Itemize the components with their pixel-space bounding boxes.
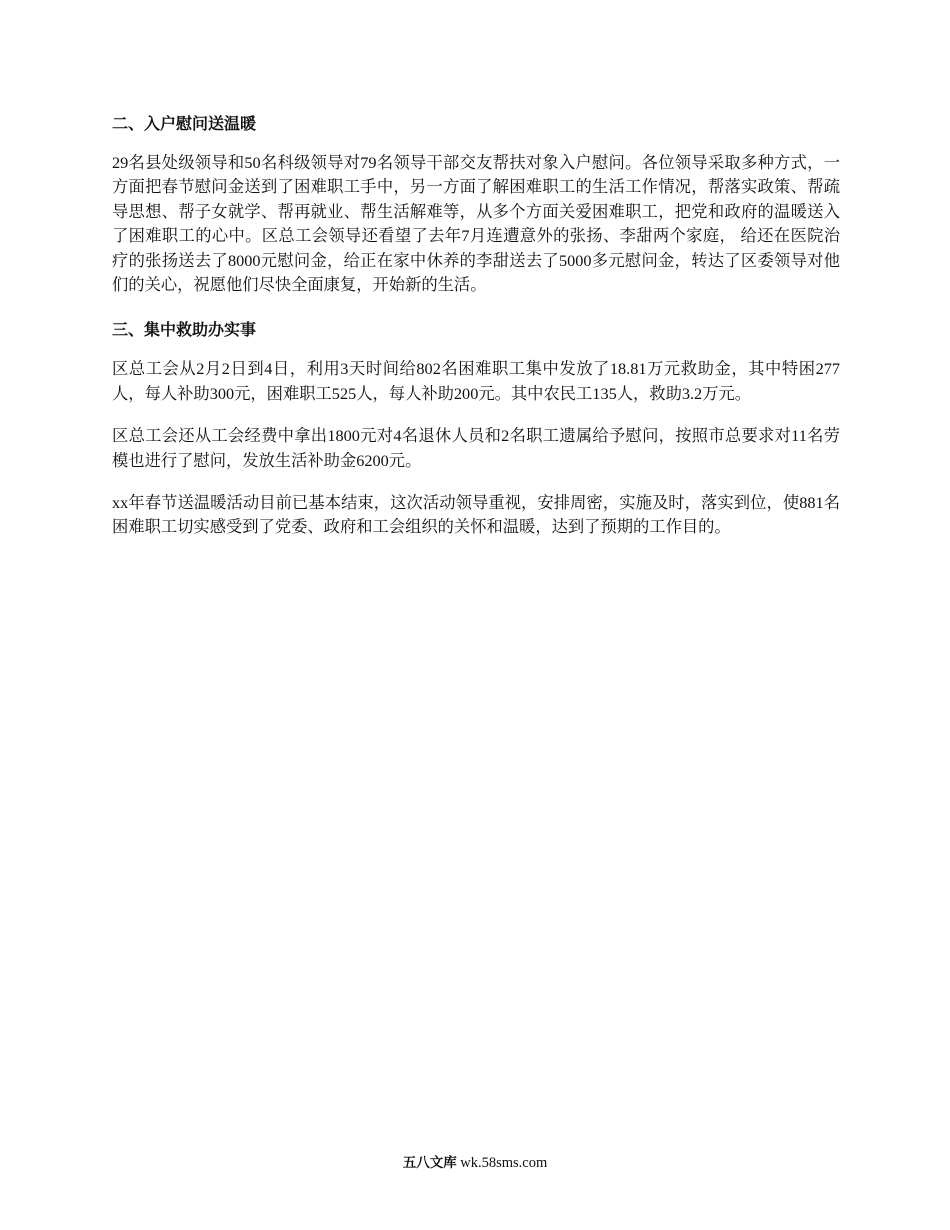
- footer-url-link[interactable]: wk.58sms.com: [460, 1155, 548, 1171]
- section-paragraph: 区总工会还从工会经费中拿出1800元对4名退休人员和2名职工遗属给予慰问，按照市总要求对11名劳模也进行了慰问，发放生活补助金6200元。: [112, 426, 840, 470]
- section-paragraph: 区总工会从2月2日到4日，利用3天时间给802名困难职工集中发放了18.81万元救助金，其中特困277人，每人补助300元，困难职工525人，每人补助200元。其中农民工135人，救助3.2万元。: [112, 359, 840, 403]
- page-footer: [0, 1153, 950, 1174]
- section-heading: 三、集中救助办实事: [112, 320, 257, 340]
- document-body: [112, 112, 840, 558]
- section-paragraph: 29名县处级领导和50名科级领导对79名领导干部交友帮扶对象入户慰问。各位领导采取多种方式，一方面把春节慰问金送到了困难职工手中，另一方面了解困难职工的生活工作情况，帮落实政策、帮疏导思想、帮子女就学、帮再就业、帮生活解难等，从多个方面关爱困难职工，把党和政府的温暖送入了困难职工的心中。区总工会领导还看望了去年7月连遭意外的张扬、李甜两个家庭， 给还在医院治疗的张扬送去了8000元慰问金，给正在家中休养的李甜送去了5000多元慰问金，转达了区委领导对他们的关心，祝愿他们尽快全面康复，开始新的生活。: [112, 153, 840, 295]
- footer-brand: 五八文库: [402, 1155, 457, 1171]
- section-paragraph: xx年春节送温暖活动目前已基本结束，这次活动领导重视，安排周密，实施及时，落实到位，使881名困难职工切实感受到了党委、政府和工会组织的关怀和温暖，达到了预期的工作目的。: [112, 493, 840, 537]
- section-heading: 二、入户慰问送温暖: [112, 114, 257, 133]
